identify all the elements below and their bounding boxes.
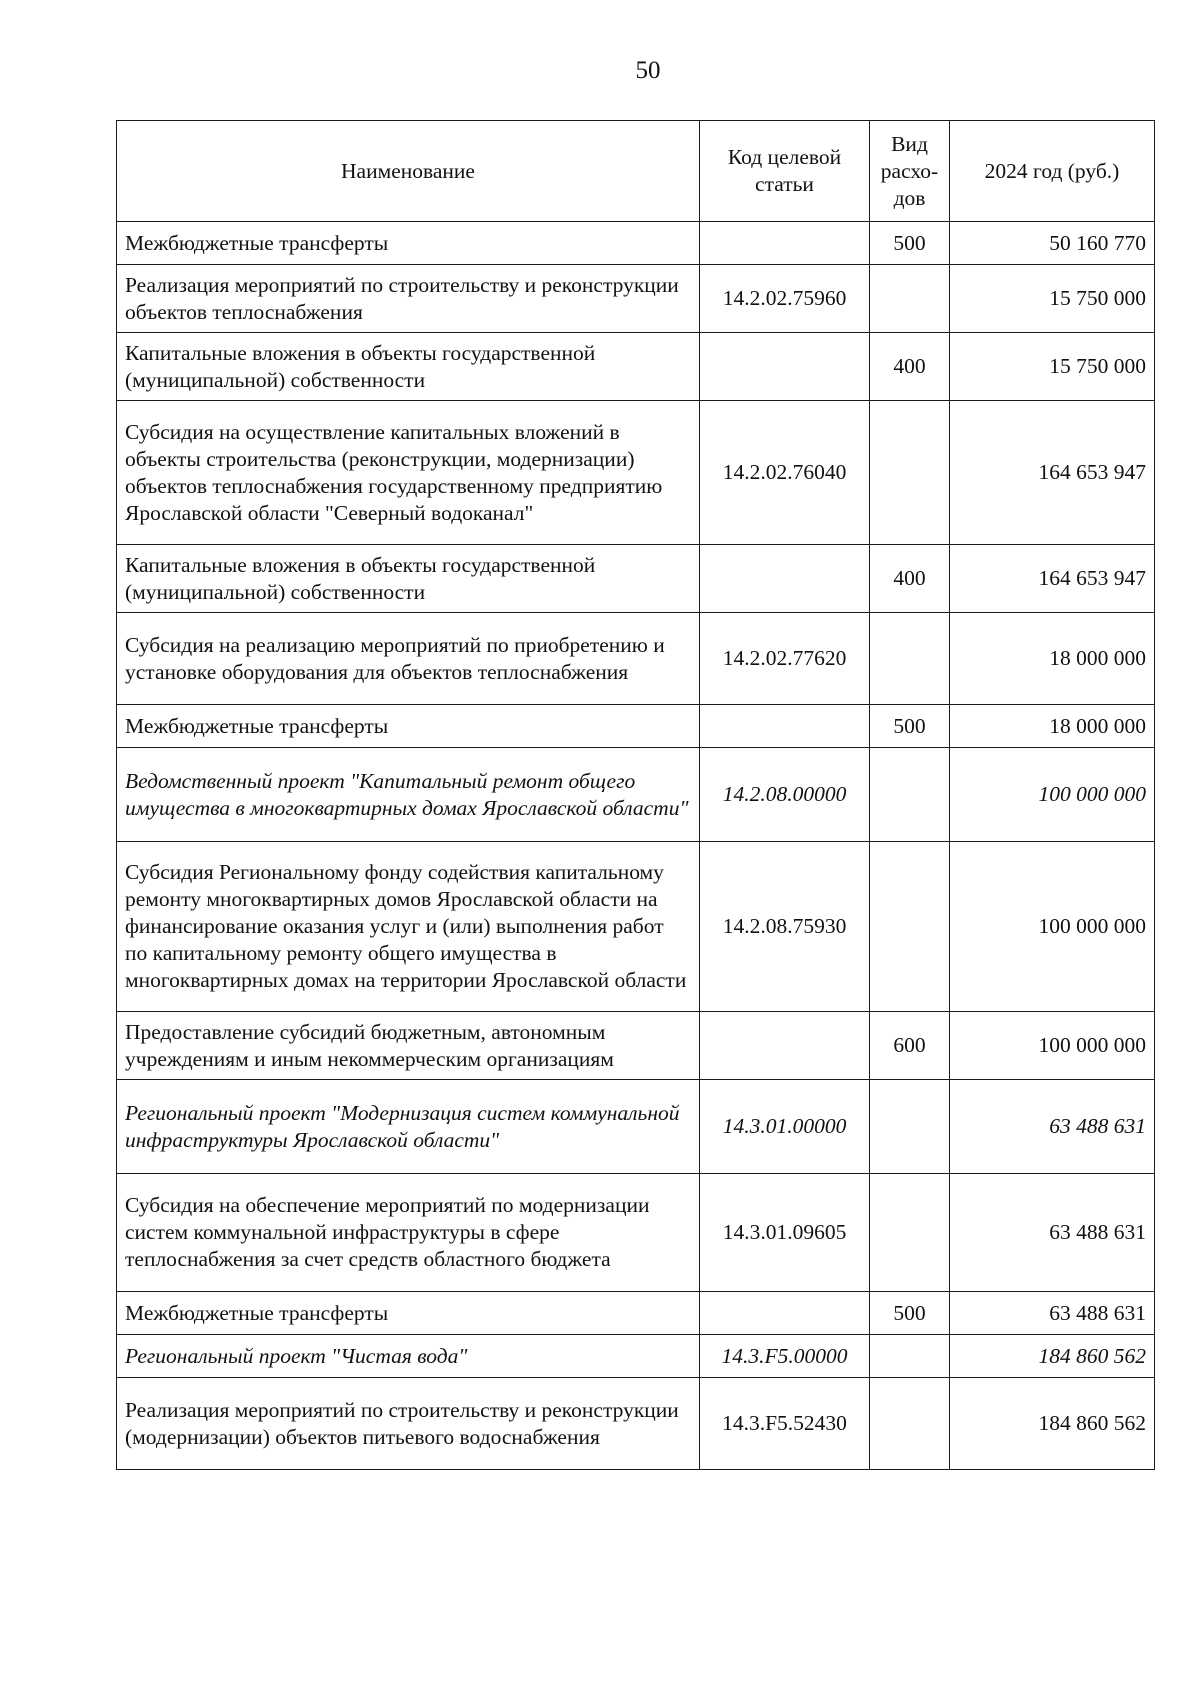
cell-name: Субсидия на обеспечение мероприятий по модернизации систем коммунальной инфраструктуры в сфере теплоснабжения за счет средств областного бюджета: [117, 1174, 700, 1292]
table-row: [117, 1174, 1155, 1292]
table-row: [117, 613, 1155, 705]
cell-code: 14.3.F5.00000: [700, 1335, 870, 1378]
cell-name: Региональный проект "Чистая вода": [117, 1335, 700, 1378]
cell-kind: [870, 265, 950, 333]
cell-sum: 15 750 000: [950, 333, 1155, 401]
table-row: [117, 222, 1155, 265]
cell-kind: 400: [870, 333, 950, 401]
cell-name: Межбюджетные трансферты: [117, 222, 700, 265]
table-row: [117, 705, 1155, 748]
cell-kind: 500: [870, 705, 950, 748]
table-row: [117, 545, 1155, 613]
header-kind: Вид расхо-дов: [870, 121, 950, 222]
cell-code: [700, 1012, 870, 1080]
cell-name: Субсидия на осуществление капитальных вложений в объекты строительства (реконструкции, модернизации) объектов теплоснабжения государственному предприятию Ярославской области "Северный водоканал": [117, 401, 700, 545]
cell-name: Реализация мероприятий по строительству и реконструкции (модернизации) объектов питьевого водоснабжения: [117, 1378, 700, 1470]
cell-sum: 63 488 631: [950, 1174, 1155, 1292]
table-header-row: [117, 121, 1155, 222]
cell-kind: 400: [870, 545, 950, 613]
cell-code: [700, 222, 870, 265]
table-row: [117, 333, 1155, 401]
header-sum: 2024 год (руб.): [950, 121, 1155, 222]
cell-kind: [870, 1174, 950, 1292]
cell-kind: [870, 1335, 950, 1378]
cell-name: Капитальные вложения в объекты государственной (муниципальной) собственности: [117, 545, 700, 613]
cell-code: [700, 545, 870, 613]
cell-name: Субсидия на реализацию мероприятий по приобретению и установке оборудования для объектов теплоснабжения: [117, 613, 700, 705]
cell-name: Реализация мероприятий по строительству и реконструкции объектов теплоснабжения: [117, 265, 700, 333]
cell-name: Субсидия Региональному фонду содействия капитальному ремонту многоквартирных домов Ярославской области на финансирование оказания услуг и (или) выполнения работ по капитальному ремонту общего имущества в многоквартирных домах на территории Ярославской области: [117, 842, 700, 1012]
table-row: [117, 842, 1155, 1012]
table-row: [117, 1292, 1155, 1335]
cell-sum: 100 000 000: [950, 748, 1155, 842]
budget-table: [116, 120, 1155, 1470]
cell-code: 14.3.F5.52430: [700, 1378, 870, 1470]
cell-name: Межбюджетные трансферты: [117, 1292, 700, 1335]
cell-sum: 18 000 000: [950, 705, 1155, 748]
cell-sum: 184 860 562: [950, 1378, 1155, 1470]
cell-name: Предоставление субсидий бюджетным, автономным учреждениям и иным некоммерческим организациям: [117, 1012, 700, 1080]
cell-code: 14.2.02.75960: [700, 265, 870, 333]
cell-kind: 600: [870, 1012, 950, 1080]
cell-sum: 184 860 562: [950, 1335, 1155, 1378]
table-row: [117, 1335, 1155, 1378]
cell-kind: [870, 401, 950, 545]
header-code: Код целевой статьи: [700, 121, 870, 222]
cell-kind: 500: [870, 1292, 950, 1335]
cell-code: 14.2.02.77620: [700, 613, 870, 705]
cell-sum: 15 750 000: [950, 265, 1155, 333]
cell-code: 14.3.01.09605: [700, 1174, 870, 1292]
cell-name: Региональный проект "Модернизация систем коммунальной инфраструктуры Ярославской области": [117, 1080, 700, 1174]
cell-sum: 100 000 000: [950, 842, 1155, 1012]
table-row: [117, 401, 1155, 545]
cell-name: Межбюджетные трансферты: [117, 705, 700, 748]
cell-sum: 164 653 947: [950, 401, 1155, 545]
cell-kind: [870, 748, 950, 842]
cell-code: [700, 705, 870, 748]
cell-sum: 63 488 631: [950, 1292, 1155, 1335]
cell-sum: 164 653 947: [950, 545, 1155, 613]
cell-kind: [870, 842, 950, 1012]
table-row: [117, 265, 1155, 333]
table-body: [117, 222, 1155, 1470]
cell-code: 14.2.02.76040: [700, 401, 870, 545]
cell-code: 14.2.08.00000: [700, 748, 870, 842]
cell-kind: [870, 613, 950, 705]
cell-kind: [870, 1080, 950, 1174]
cell-code: [700, 333, 870, 401]
cell-sum: 18 000 000: [950, 613, 1155, 705]
cell-name: Ведомственный проект "Капитальный ремонт общего имущества в многоквартирных домах Ярославской области": [117, 748, 700, 842]
cell-code: [700, 1292, 870, 1335]
cell-kind: 500: [870, 222, 950, 265]
table-row: [117, 1080, 1155, 1174]
cell-code: 14.2.08.75930: [700, 842, 870, 1012]
table-row: [117, 748, 1155, 842]
page-number: 50: [635, 57, 661, 84]
cell-sum: 63 488 631: [950, 1080, 1155, 1174]
cell-code: 14.3.01.00000: [700, 1080, 870, 1174]
cell-sum: 100 000 000: [950, 1012, 1155, 1080]
cell-sum: 50 160 770: [950, 222, 1155, 265]
table-row: [117, 1012, 1155, 1080]
header-name: Наименование: [117, 121, 700, 222]
table-row: [117, 1378, 1155, 1470]
cell-kind: [870, 1378, 950, 1470]
cell-name: Капитальные вложения в объекты государственной (муниципальной) собственности: [117, 333, 700, 401]
